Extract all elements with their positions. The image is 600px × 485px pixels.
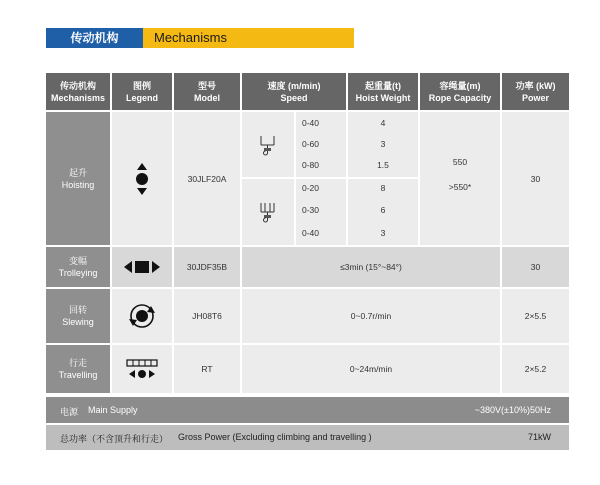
- speed-value: 0-80: [302, 160, 320, 170]
- mechanism-name-cn: 回转: [68, 305, 87, 315]
- slewing-spec: [242, 289, 500, 343]
- model-value: 30JDF35B: [186, 262, 228, 272]
- model-value: RT: [201, 364, 213, 374]
- slewing-label: [46, 289, 110, 343]
- hoisting-legend: [112, 112, 172, 245]
- weight-value: 3: [380, 228, 386, 238]
- header-label-cn: 起重量(t): [365, 80, 401, 91]
- header-power: [502, 73, 569, 110]
- section-title-cn: 传动机构: [46, 28, 143, 48]
- travelling-label: [46, 345, 110, 393]
- mechanism-name-cn: 变幅: [68, 256, 87, 266]
- header-speed: [242, 73, 346, 110]
- single-hook-icon: [257, 134, 279, 156]
- weight-value: 3: [380, 139, 386, 149]
- model-value: JH08T6: [192, 311, 222, 321]
- mechanism-name-cn: 起升: [68, 167, 87, 178]
- speed-value: 0-30: [302, 205, 320, 215]
- mechanism-name-en: Trolleying: [58, 268, 98, 278]
- main-supply-label-cn: 电源: [60, 407, 79, 417]
- mechanism-name-en: Hoisting: [61, 179, 95, 190]
- gross-power-value: 71kW: [527, 432, 551, 442]
- trolleying-model: [174, 247, 240, 287]
- header-label-cn: 功率 (kW): [515, 80, 556, 91]
- mechanism-name-cn: 行走: [68, 358, 87, 368]
- header-label-en: Speed: [280, 92, 308, 103]
- spec-value: ≤3min (15°~84°): [340, 262, 402, 272]
- header-label-en: Hoist Weight: [355, 92, 411, 103]
- speed-values-2: [296, 179, 346, 245]
- header-label-en: Model: [194, 92, 220, 103]
- main-supply-label-en: Main Supply: [88, 405, 138, 415]
- power-value: 30: [530, 173, 541, 184]
- main-supply-value-cell: [420, 397, 569, 423]
- rope-capacity-value: 550: [452, 157, 468, 167]
- section-title-en: Mechanisms: [154, 30, 227, 45]
- header-label-en: Legend: [125, 92, 158, 103]
- slewing-legend: [112, 289, 172, 343]
- header-legend: [112, 73, 172, 110]
- trolleying-power: [502, 247, 569, 287]
- trolleying-legend: [112, 247, 172, 287]
- double-hook-icon: [257, 201, 279, 223]
- spec-value: 0~0.7r/min: [350, 311, 392, 321]
- hoist-icon-cell-1: [242, 112, 294, 177]
- power-value: 2×5.2: [524, 364, 547, 374]
- main-supply-value: ~380V(±10%)50Hz: [474, 405, 551, 415]
- header-model: [174, 73, 240, 110]
- header-hoist-weight: [348, 73, 418, 110]
- power-value: 2×5.5: [524, 311, 547, 321]
- travelling-power: [502, 345, 569, 393]
- header-label-cn: 速度 (m/min): [267, 80, 321, 91]
- spec-value: 0~24m/min: [349, 364, 393, 374]
- hoisting-model: [174, 112, 240, 245]
- hoisting-rope-capacity: [420, 112, 500, 245]
- header-mechanisms: [46, 73, 110, 110]
- speed-value: 0-60: [302, 139, 320, 149]
- mechanism-name-en: Travelling: [58, 370, 98, 380]
- gross-power-label-en: Gross Power (Excluding climbing and travelling ): [178, 432, 372, 442]
- gross-power-label-cn: 总功率（不含顶升和行走）: [60, 434, 169, 444]
- trolleying-label: [46, 247, 110, 287]
- travelling-rail-icon: [125, 358, 159, 380]
- trolleying-spec: [242, 247, 500, 287]
- header-label-en: Mechanisms: [50, 92, 106, 103]
- header-rope-capacity: [420, 73, 500, 110]
- slewing-model: [174, 289, 240, 343]
- header-label-cn: 容绳量(m): [439, 80, 481, 91]
- weight-values-1: [348, 112, 418, 177]
- speed-values-1: [296, 112, 346, 177]
- header-label-cn: 图例: [132, 80, 151, 91]
- weight-value: 8: [380, 183, 386, 193]
- weight-values-2: [348, 179, 418, 245]
- travelling-spec: [242, 345, 500, 393]
- header-label-cn: 传动机构: [59, 80, 96, 91]
- power-value: 30: [530, 262, 541, 272]
- hoist-icon-cell-2: [242, 179, 294, 245]
- slewing-power: [502, 289, 569, 343]
- header-label-en: Power: [521, 92, 549, 103]
- slewing-rotation-icon: [127, 301, 157, 331]
- speed-value: 0-40: [302, 118, 320, 128]
- header-label-en: Rope Capacity: [428, 92, 492, 103]
- trolley-left-right-icon: [122, 259, 162, 275]
- travelling-legend: [112, 345, 172, 393]
- gross-power-row: [46, 425, 569, 450]
- weight-value: 4: [380, 118, 386, 128]
- mechanism-name-en: Slewing: [62, 317, 94, 327]
- rope-capacity-value: >550*: [448, 182, 472, 192]
- weight-value: 6: [380, 205, 386, 215]
- hoist-up-down-icon: [132, 161, 152, 197]
- hoisting-label: [46, 112, 110, 245]
- hoisting-power: [502, 112, 569, 245]
- speed-value: 0-20: [302, 183, 320, 193]
- travelling-model: [174, 345, 240, 393]
- section-banner: [46, 28, 354, 48]
- speed-value: 0-40: [302, 228, 320, 238]
- weight-value: 1.5: [377, 160, 389, 170]
- model-value: 30JLF20A: [187, 173, 227, 184]
- header-label-cn: 型号: [197, 80, 216, 91]
